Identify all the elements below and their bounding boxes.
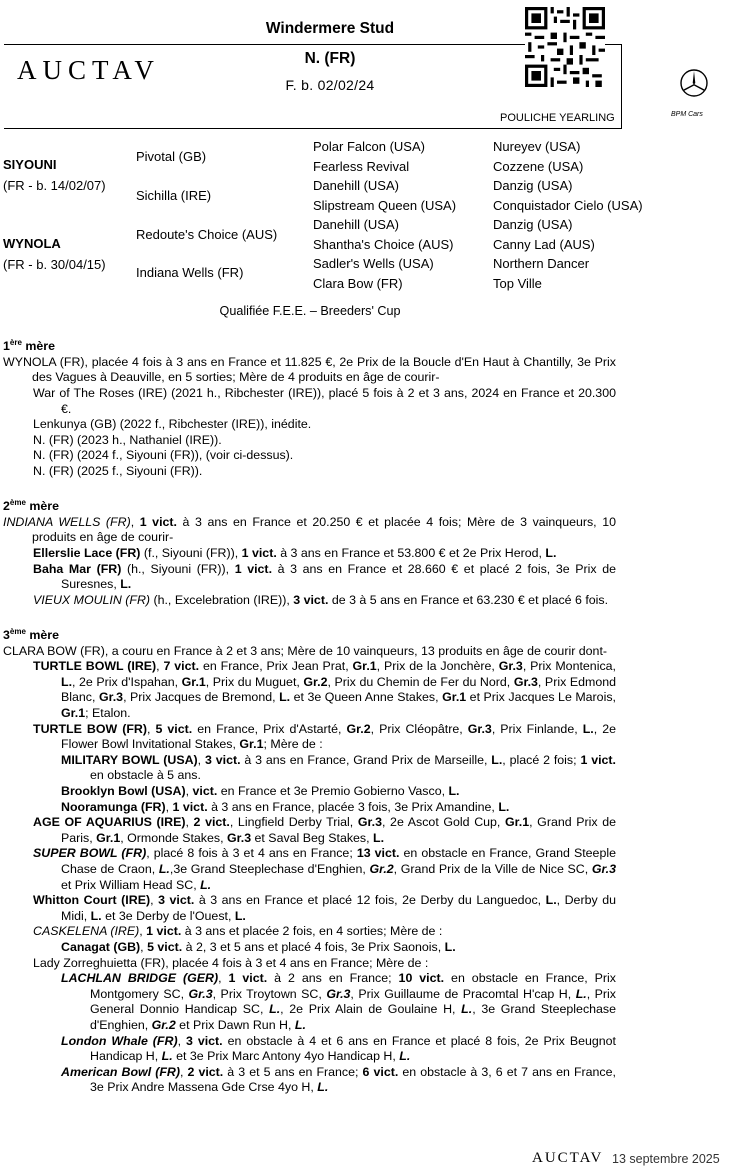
pedigree-g4-item: Danzig (USA) [493,178,573,193]
dam-info: (FR - b. 30/04/15) [3,257,106,272]
pedigree-g3-item: Shantha's Choice (AUS) [313,237,454,252]
sire-name: SIYOUNI [3,157,57,172]
pedigree-g3-item: Polar Falcon (USA) [313,139,425,154]
produce-record: N. (FR) (2024 f., Siyouni (FR)), (voir ci-dessus). [33,448,294,463]
produce-record: War of The Roses (IRE) (2021 h., Ribchester (IRE)), placé 5 fois à 2 et 3 ans, 2024 en France et 20.300 €. [33,385,616,416]
auctav-logo: AUCTAV [17,55,160,85]
pedigree-g4-item: Northern Dancer [493,256,590,271]
produce-record: Canagat (GB), 5 vict. à 2, 3 et 5 ans et placé 4 fois, 3e Prix Saonois, L. [61,939,456,954]
footer-logo: AUCTAV [532,1150,604,1166]
dam-record: INDIANA WELLS (FR), 1 vict. à 3 ans en France et 20.250 € et placée 4 fois; Mère de 3 vainqueurs, 10 produits en âge de courir- [3,514,616,545]
pedigree-g2-item: Indiana Wells (FR) [136,265,244,280]
catalogue-body [3,335,616,1096]
produce-record: Lady Zorreghuietta (FR), placée 4 fois à 3 et 4 ans en France; Mère de : [33,955,429,970]
produce-record: TURTLE BOW (FR), 5 vict. en France, Prix d'Astarté, Gr.2, Prix Cléopâtre, Gr.3, Prix Finlande, L., 2e Flower Bowl Invitational Stakes, Gr.1; Mère de : [33,721,616,752]
section-title-second-dam: 2ème mère [3,498,59,514]
produce-record: N. (FR) (2025 f., Siyouni (FR)). [33,463,203,478]
qualification-note: Qualifiée F.E.E. – Breeders' Cup [219,304,401,318]
produce-record: London Whale (FR), 3 vict. en obstacle à 4 et 6 ans en France et placé 8 fois, 2e Prix Beugnot Handicap H, L. et 3e Prix Marc Antony 4yo Handicap H, L. [61,1033,616,1064]
horse-info: F. b. 02/02/24 [285,77,375,93]
category-label: POULICHE YEARLING [500,112,615,124]
pedigree-g4-item: Cozzene (USA) [493,159,584,174]
section-title-third-dam: 3ème mère [3,626,59,643]
produce-record: TURTLE BOWL (IRE), 7 vict. en France, Prix Jean Prat, Gr.1, Prix de la Jonchère, Gr.3, Prix Montenica, L., 2e Prix d'Ispahan, Gr.1, Prix du Muguet, Gr.2, Prix du Chemin de Fer du Nord, Gr.3, Prix Edmond Blanc, Gr.3, Prix Jacques de Bremond, L. et 3e Queen Anne Stakes, Gr.1 et Prix Jacques Le Marois, Gr.1; Etalon. [33,659,616,721]
horse-name: N. (FR) [304,50,356,67]
dam-record: WYNOLA (FR), placée 4 fois à 3 ans en France et 11.825 €, 2e Prix de la Boucle d'En Haut à Chantilly, 3e Prix des Vagues à Deauville, en 5 sorties; Mère de 4 produits en âge de courir- [3,354,616,385]
pedigree-g3-item: Slipstream Queen (USA) [313,198,457,213]
pedigree-g4-item: Canny Lad (AUS) [493,237,595,252]
pedigree-g3-item: Fearless Revival [313,159,410,174]
pedigree-g4-item: Conquistador Cielo (USA) [493,198,643,213]
produce-record: Whitton Court (IRE), 3 vict. à 3 ans en France et placé 12 fois, 2e Derby du Languedoc, L., Derby du Midi, L. et 3e Derby de l'Ouest, L. [33,893,616,923]
pedigree-g2-item: Pivotal (GB) [136,149,207,164]
produce-record: Lenkunya (GB) (2022 f., Ribchester (IRE)), inédite. [33,417,312,432]
produce-record: Brooklyn Bowl (USA), vict. en France et 3e Premio Gobierno Vasco, L. [61,784,460,798]
dam-record: CLARA BOW (FR), a couru en France à 2 et 3 ans; Mère de 10 vainqueurs, 13 produits en âge de courir dont- [3,643,608,658]
stud-name: Windermere Stud [265,20,395,37]
section-title-first-dam: 1ère mère [3,338,55,354]
produce-record: LACHLAN BRIDGE (GER), 1 vict. à 2 ans en France; 10 vict. en obstacle en France, Prix Montgomery SC, Gr.3, Prix Troytown SC, Gr.3, Prix Guillaume de Pracomtal H'cap H, L., Prix General Donnio Handicap SC, L., 2e Prix Alain de Goulaine H, L., 3e Grand Steeplechase d'Enghien, Gr.2 et Prix Dawn Run H, L. [61,971,617,1032]
produce-record: Nooramunga (FR), 1 vict. à 3 ans en France, placée 3 fois, 3e Prix Amandine, L. [61,799,510,814]
pedigree-g2-item: Redoute's Choice (AUS) [136,227,278,242]
sire-info: (FR - b. 14/02/07) [3,178,106,193]
produce-record: MILITARY BOWL (USA), 3 vict. à 3 ans en France, Grand Prix de Marseille, L., placé 2 fois; 1 vict. en obstacle à 5 ans. [61,752,616,783]
produce-record: CASKELENA (IRE), 1 vict. à 3 ans et placée 2 fois, en 4 sorties; Mère de : [33,924,443,939]
qr-code-icon [525,7,605,87]
mercedes-star-icon [679,68,709,98]
produce-record: Ellerslie Lace (FR) (f., Siyouni (FR)), 1 vict. à 3 ans en France et 53.800 € et 2e Prix Herod, L. [33,545,557,560]
sponsor-label: BPM Cars [671,111,703,118]
produce-record: VIEUX MOULIN (FR) (h., Excelebration (IRE)), 3 vict. de 3 à 5 ans en France et 63.230 € et placé 6 fois. [33,592,609,607]
pedigree-g3-item: Danehill (USA) [313,178,399,193]
produce-record: AGE OF AQUARIUS (IRE), 2 vict., Lingfield Derby Trial, Gr.3, 2e Ascot Gold Cup, Gr.1, Grand Prix de Paris, Gr.1, Ormonde Stakes, Gr.3 et Saval Beg Stakes, L. [33,815,616,845]
pedigree-g3-item: Clara Bow (FR) [313,276,403,291]
pedigree-g3-item: Danehill (USA) [313,217,399,232]
produce-record: Baha Mar (FR) (h., Siyouni (FR)), 1 vict. à 3 ans en France et 28.660 € et placé 2 fois, 3e Prix de Suresnes, L. [33,561,616,592]
pedigree-g4-item: Top Ville [493,276,542,291]
pedigree-g4-item: Danzig (USA) [493,217,573,232]
dam-name: WYNOLA [3,236,61,251]
produce-record: SUPER BOWL (FR), placé 8 fois à 3 et 4 ans en France; 13 vict. en obstacle en France, Grand Steeple Chase de Craon, L.,3e Grand Steeplechase d'Enghien, Gr.2, Grand Prix de la Ville de Nice SC, Gr.3 et Prix William Head SC, L. [33,846,616,892]
produce-record: N. (FR) (2023 h., Nathaniel (IRE)). [33,432,222,447]
produce-record: American Bowl (FR), 2 vict. à 3 et 5 ans en France; 6 vict. en obstacle à 3, 6 et 7 ans en France, 3e Prix Andre Massena Gde Crse 4yo H, L. [61,1064,616,1095]
pedigree-g4-item: Nureyev (USA) [493,139,581,154]
pedigree-g2-item: Sichilla (IRE) [136,188,212,203]
footer-date: 13 septembre 2025 [612,1152,720,1166]
pedigree-g3-item: Sadler's Wells (USA) [313,256,434,271]
